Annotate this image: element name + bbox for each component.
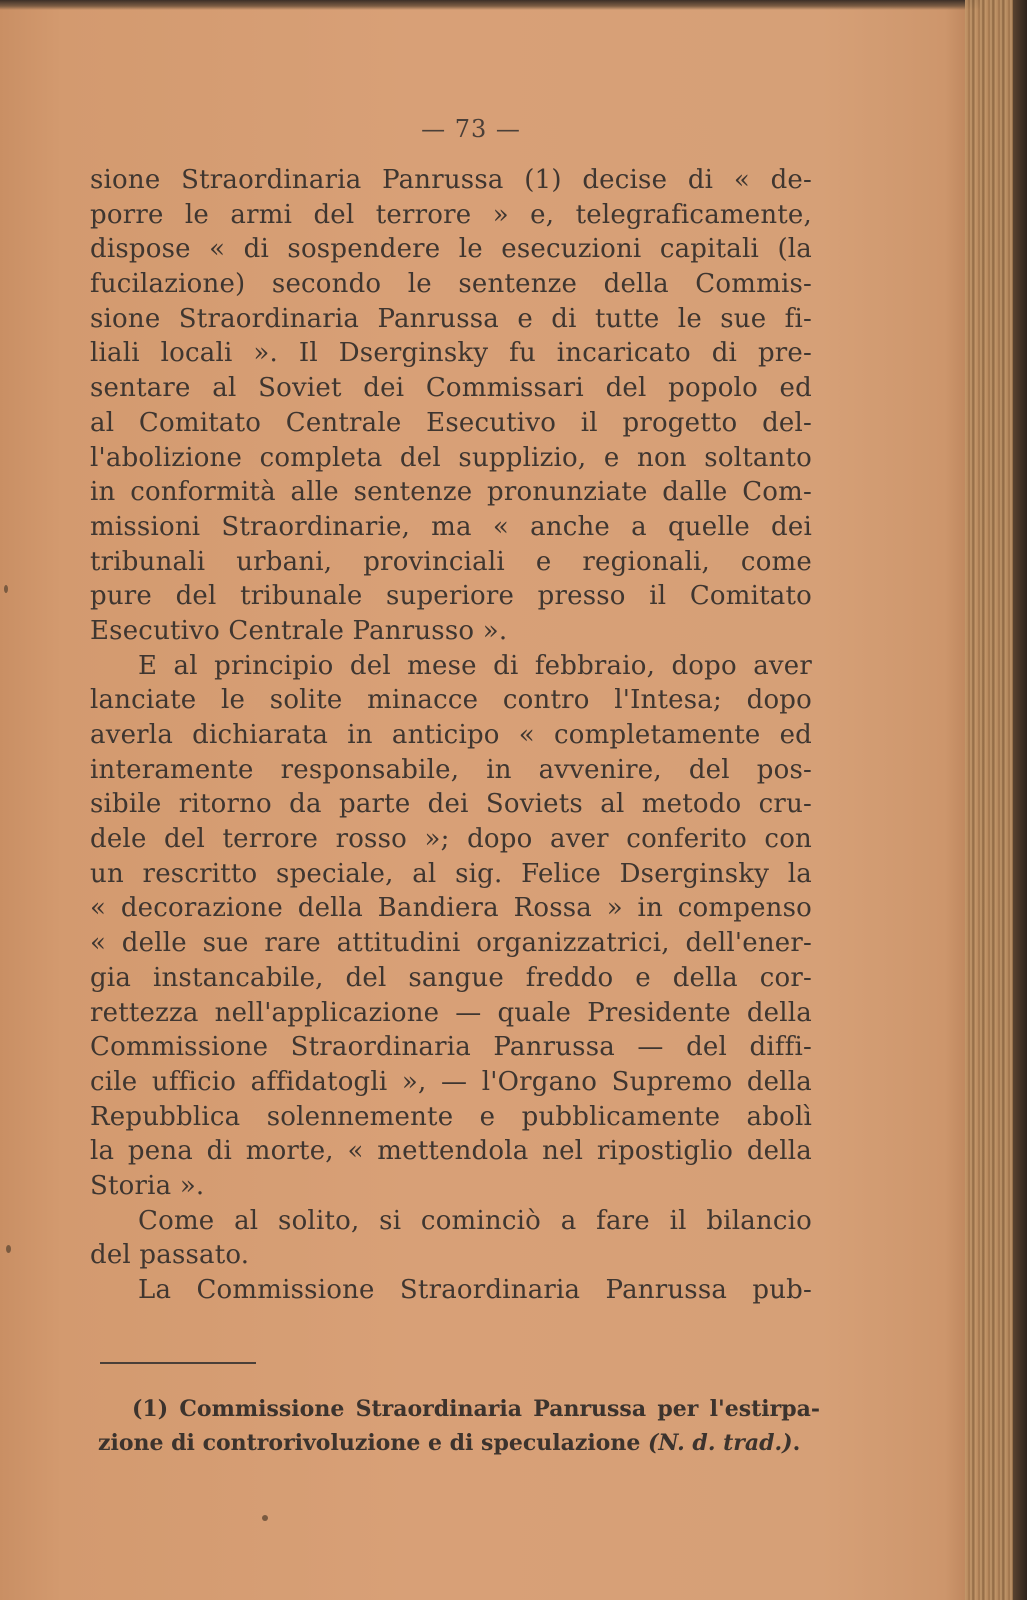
text-line: liali locali ». Il Dserginsky fu incaricato di pre- <box>90 338 812 369</box>
text-line: del passato. <box>90 1240 250 1271</box>
text-line: fucilazione) secondo le sentenze della Commis- <box>90 269 812 300</box>
footnote-line: (1) Commissione Straordinaria Panrussa per l'estirpa- <box>132 1396 820 1422</box>
text-line: Repubblica solennemente e pubblicamente abolì <box>90 1101 812 1132</box>
ink-speck <box>4 585 8 593</box>
text-line: sione Straordinaria Panrussa e di tutte le sue fi- <box>90 303 812 334</box>
text-line: cile ufficio affidatogli », — l'Organo Supremo della <box>90 1066 812 1097</box>
text-line: Come al solito, si cominciò a fare il bilancio <box>138 1205 812 1236</box>
text-line: in conformità alle sentenze pronunziate dalle Com- <box>90 477 812 508</box>
text-line: la pena di morte, « mettendola nel ripostiglio della <box>90 1136 812 1167</box>
footnote-period: . <box>792 1430 801 1456</box>
ink-speck <box>262 1515 268 1521</box>
text-line: un rescritto speciale, al sig. Felice Dserginsky la <box>90 858 812 889</box>
text-line: lanciate le solite minacce contro l'Intesa; dopo <box>90 685 812 716</box>
text-line: dele del terrore rosso »; dopo aver conferito con <box>90 824 812 855</box>
text-line: Esecutivo Centrale Panrusso ». <box>90 615 508 646</box>
text-line: E al principio del mese di febbraio, dopo aver <box>138 650 812 681</box>
text-line: Storia ». <box>90 1170 205 1201</box>
footnote-text: zione di controrivoluzione e di speculazione <box>98 1430 648 1456</box>
footnote <box>98 1392 820 1460</box>
text-line: La Commissione Straordinaria Panrussa pub- <box>138 1275 812 1305</box>
text-line: al Comitato Centrale Esecutivo il progetto del- <box>90 407 812 438</box>
text-line: sentare al Soviet dei Commissari del popolo ed <box>90 373 812 404</box>
text-line: rettezza nell'applicazione — quale Presidente della <box>90 997 812 1028</box>
text-line: porre le armi del terrore » e, telegraficamente, <box>90 199 812 230</box>
book-spine-shadow <box>1013 0 1027 1600</box>
text-line: Commissione Straordinaria Panrussa — del diffi- <box>90 1032 812 1063</box>
translator-note: (N. d. trad.) <box>648 1430 793 1456</box>
ink-speck <box>6 1245 11 1253</box>
text-line: gia instancabile, del sangue freddo e della cor- <box>90 962 812 993</box>
page-top-edge <box>0 0 980 10</box>
footnote-line <box>98 1426 820 1460</box>
text-line: interamente responsabile, in avvenire, del pos- <box>90 754 812 785</box>
text-line: « delle sue rare attitudini organizzatrici, dell'ener- <box>90 928 812 959</box>
text-line: pure del tribunale superiore presso il Comitato <box>90 581 812 612</box>
text-line: dispose « di sospendere le esecuzioni capitali (la <box>90 234 812 265</box>
text-line: sione Straordinaria Panrussa (1) decise di « de- <box>90 165 812 195</box>
main-text <box>90 115 812 1308</box>
page-number: — 73 — <box>421 115 521 143</box>
text-line: averla dichiarata in anticipo « completamente ed <box>90 720 812 750</box>
text-line: « decorazione della Bandiera Rossa » in compenso <box>90 893 812 924</box>
text-line: l'abolizione completa del supplizio, e non soltanto <box>90 442 812 473</box>
text-line: sibile ritorno da parte dei Soviets al metodo cru- <box>90 789 812 820</box>
text-line: tribunali urbani, provinciali e regionali, come <box>90 546 812 577</box>
footnote-divider <box>100 1362 256 1364</box>
text-line: missioni Straordinarie, ma « anche a quelle dei <box>90 511 812 542</box>
